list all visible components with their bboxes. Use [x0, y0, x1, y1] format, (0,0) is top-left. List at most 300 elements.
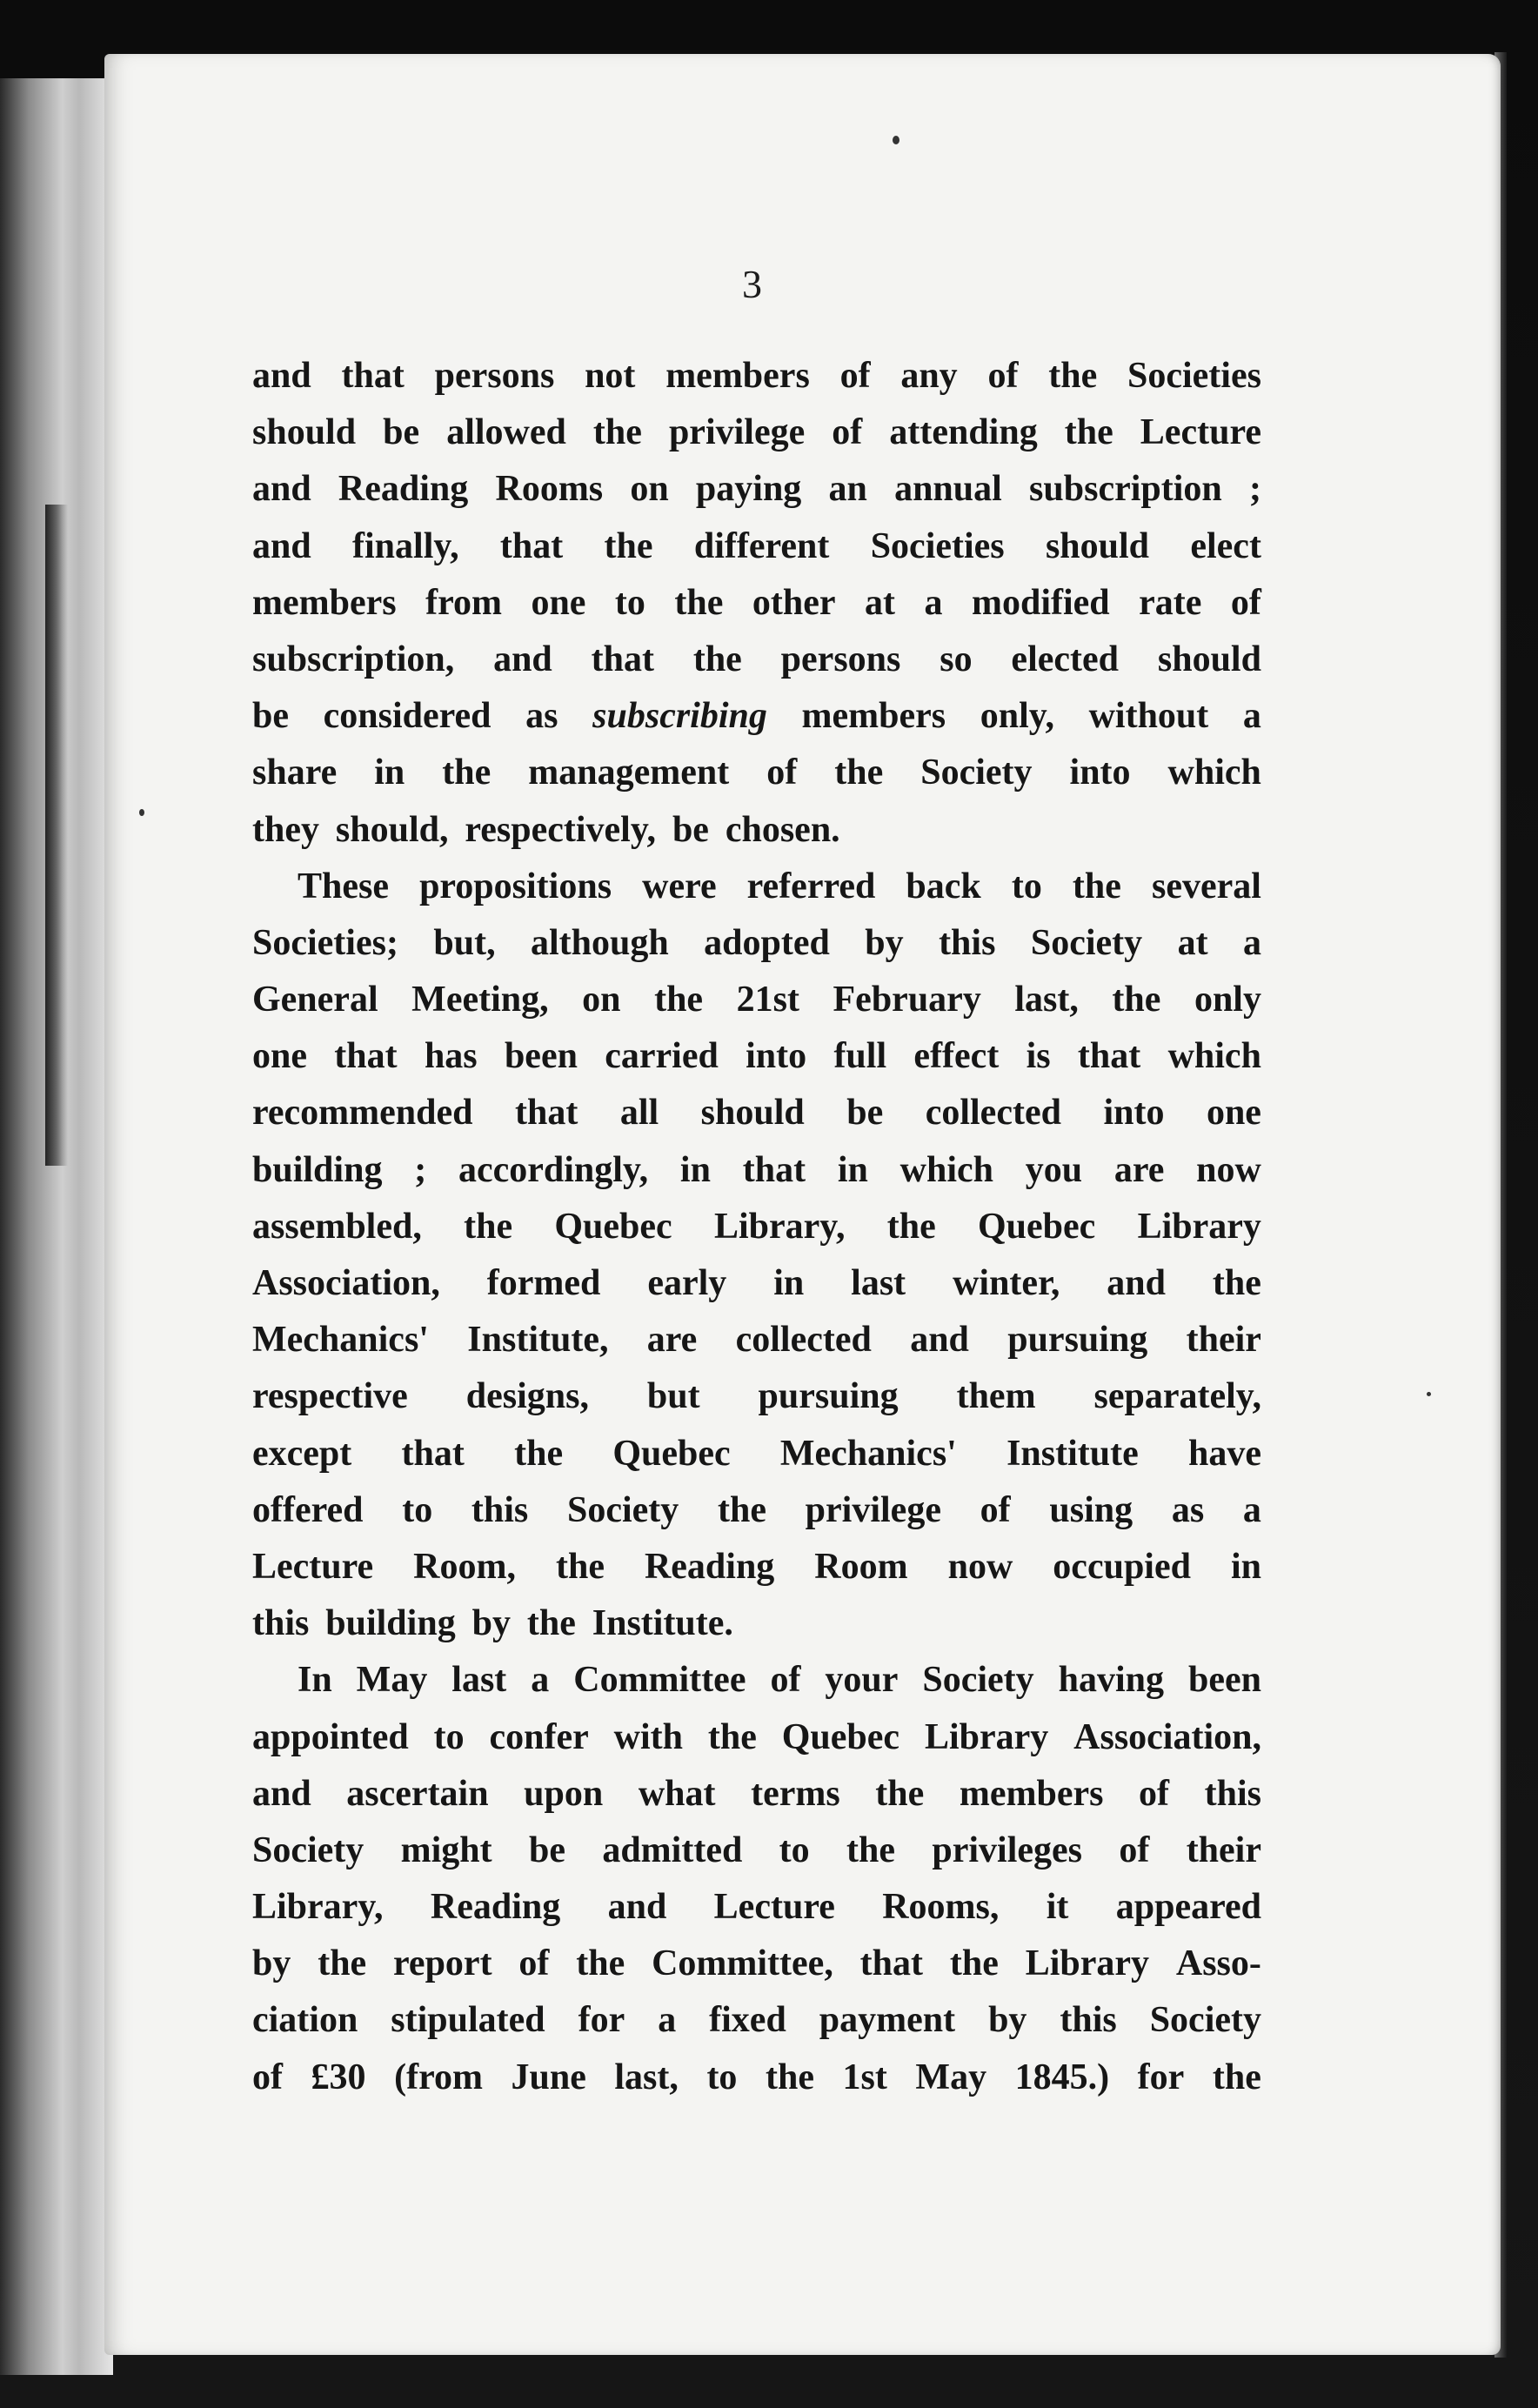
- word: Institute: [1006, 1433, 1139, 1474]
- word: but,: [433, 922, 496, 963]
- word: as: [525, 696, 558, 737]
- text-line: [252, 1312, 1261, 1368]
- word: of: [980, 1489, 1011, 1530]
- word: occupied: [1053, 1546, 1191, 1587]
- word: chosen.: [725, 809, 840, 850]
- word: the: [576, 1943, 625, 1984]
- text-line: [252, 1879, 1261, 1936]
- word: a: [1242, 1489, 1261, 1530]
- word: into: [1069, 752, 1131, 793]
- word: Lecture: [1140, 412, 1261, 453]
- text-line: [252, 1085, 1261, 1141]
- word: carried: [605, 1036, 719, 1077]
- word: early: [647, 1263, 727, 1303]
- word: to: [779, 1829, 810, 1870]
- text-line: [252, 972, 1261, 1028]
- word: of: [1119, 1829, 1150, 1870]
- word: this: [1204, 1773, 1261, 1814]
- word: members: [665, 356, 810, 396]
- word: by: [865, 922, 904, 963]
- word: by: [252, 1943, 291, 1984]
- word: admitted: [602, 1829, 743, 1870]
- word: but: [646, 1376, 700, 1417]
- word: has: [424, 1036, 478, 1077]
- word: as: [1171, 1489, 1205, 1530]
- word: referred: [746, 866, 876, 906]
- word: February: [833, 980, 981, 1020]
- word: the: [692, 639, 742, 679]
- word: collected: [925, 1093, 1061, 1134]
- word: and: [493, 639, 552, 679]
- word: by: [471, 1603, 511, 1644]
- word: although: [531, 922, 669, 963]
- word: a: [658, 2000, 677, 2041]
- word: Society: [922, 1660, 1034, 1701]
- word: appeared: [1115, 1887, 1261, 1928]
- word: confer: [489, 1716, 589, 1757]
- word: Society: [1030, 922, 1143, 963]
- word: one: [252, 1036, 307, 1077]
- text-line: [252, 348, 1261, 405]
- word: a: [924, 582, 943, 623]
- word: in: [374, 752, 405, 793]
- word: subscribing: [592, 696, 767, 737]
- word: now: [1196, 1149, 1261, 1190]
- word: finally,: [352, 525, 459, 566]
- word: pursuing: [758, 1376, 899, 1417]
- book-spine-edge: [0, 78, 113, 2375]
- word: what: [638, 1773, 716, 1814]
- word: from: [425, 582, 502, 623]
- word: this: [252, 1603, 310, 1644]
- text-line: [252, 1652, 1261, 1709]
- word: their: [1186, 1829, 1261, 1870]
- word: not: [585, 356, 636, 396]
- word: to: [402, 1489, 433, 1530]
- word: in: [679, 1149, 711, 1190]
- gutter-shadow: [45, 505, 68, 1166]
- word: ascertain: [346, 1773, 489, 1814]
- word: except: [252, 1433, 352, 1474]
- word: their: [1186, 1320, 1261, 1361]
- word: been: [1188, 1660, 1261, 1701]
- word: the: [1212, 1263, 1261, 1303]
- word: £30: [311, 2057, 366, 2097]
- word: to: [614, 582, 645, 623]
- word: to: [433, 1716, 465, 1757]
- word: other: [752, 582, 836, 623]
- word: Library,: [713, 1206, 846, 1247]
- word: without: [1088, 696, 1209, 737]
- word: persons: [780, 639, 901, 679]
- word: modified: [971, 582, 1110, 623]
- word: them: [956, 1376, 1036, 1417]
- word: elect: [1190, 525, 1261, 566]
- text-line: [252, 1199, 1261, 1255]
- word: last,: [614, 2057, 679, 2097]
- word: Quebec: [612, 1433, 731, 1474]
- word: ;: [414, 1149, 427, 1190]
- word: be: [846, 1093, 884, 1134]
- word: are: [646, 1320, 698, 1361]
- word: report: [393, 1943, 492, 1984]
- word: been: [504, 1036, 578, 1077]
- word: should: [1045, 525, 1150, 566]
- word: June: [511, 2057, 586, 2097]
- word: were: [642, 866, 717, 906]
- word: different: [693, 525, 830, 566]
- word: winter,: [953, 1263, 1060, 1303]
- word: a: [1242, 922, 1261, 963]
- word: Societies: [870, 525, 1005, 566]
- word: fixed: [709, 2000, 786, 2041]
- text-line: [252, 1368, 1261, 1425]
- word: and: [1107, 1263, 1166, 1303]
- word: that: [341, 356, 405, 396]
- word: members: [959, 1773, 1104, 1814]
- word: Reading: [430, 1887, 561, 1928]
- word: this: [939, 922, 996, 963]
- word: your: [825, 1660, 899, 1701]
- word: the: [1212, 2057, 1261, 2097]
- text-line: [252, 1028, 1261, 1085]
- text-line: [252, 461, 1261, 518]
- word: might: [400, 1829, 492, 1870]
- word: attending: [889, 412, 1038, 453]
- word: the: [846, 1829, 896, 1870]
- text-line: [252, 1992, 1261, 2049]
- word: Meeting,: [411, 980, 549, 1020]
- word: ciation: [252, 2000, 358, 2041]
- text-line: [252, 802, 1261, 859]
- word: on: [582, 980, 621, 1020]
- word: Quebec: [978, 1206, 1096, 1247]
- paper-speck: [139, 809, 144, 816]
- word: all: [619, 1093, 659, 1134]
- text-line: [252, 1142, 1261, 1199]
- word: Library: [1025, 1943, 1150, 1984]
- word: with: [613, 1716, 683, 1757]
- word: it: [1046, 1887, 1069, 1928]
- word: that: [334, 1036, 398, 1077]
- text-line: [252, 915, 1261, 972]
- word: any: [900, 356, 958, 396]
- word: they: [252, 809, 319, 850]
- word: payment: [819, 2000, 956, 2041]
- word: be: [672, 809, 709, 850]
- text-line: [252, 405, 1261, 461]
- word: Lecture: [713, 1887, 835, 1928]
- word: and: [252, 525, 311, 566]
- word: Society: [920, 752, 1033, 793]
- word: Room: [814, 1546, 908, 1587]
- text-line: [252, 1823, 1261, 1879]
- word: share: [252, 752, 338, 793]
- word: privilege: [805, 1489, 941, 1530]
- word: an: [828, 469, 867, 510]
- word: into: [1103, 1093, 1165, 1134]
- word: Societies: [1127, 356, 1261, 396]
- word: building: [252, 1149, 383, 1190]
- word: back: [906, 866, 981, 906]
- word: Institute,: [467, 1320, 609, 1361]
- text-line: [252, 1595, 1261, 1652]
- word: should: [1157, 639, 1261, 679]
- word: to: [706, 2057, 738, 2097]
- paper-speck: [1427, 1392, 1431, 1396]
- word: adopted: [704, 922, 830, 963]
- text-line: [252, 1255, 1261, 1312]
- word: members: [252, 582, 397, 623]
- word: and: [910, 1320, 969, 1361]
- text-line: [252, 1709, 1261, 1766]
- word: last: [851, 1263, 906, 1303]
- word: respectively,: [465, 809, 657, 850]
- word: should,: [335, 809, 449, 850]
- text-line: [252, 1766, 1261, 1823]
- word: the: [674, 582, 724, 623]
- word: subscription,: [252, 639, 455, 679]
- text-line: [252, 1482, 1261, 1539]
- word: 1st: [842, 2057, 887, 2097]
- word: which: [1167, 1036, 1261, 1077]
- word: Library,: [252, 1887, 384, 1928]
- word: of: [766, 752, 798, 793]
- word: paying: [695, 469, 802, 510]
- word: Library: [1137, 1206, 1261, 1247]
- word: so: [940, 639, 973, 679]
- word: Library: [924, 1716, 1049, 1757]
- word: be: [383, 412, 420, 453]
- word: of: [1139, 1773, 1170, 1814]
- word: Association,: [252, 1263, 440, 1303]
- word: should: [700, 1093, 805, 1134]
- word: should: [252, 412, 357, 453]
- body-text: [252, 348, 1261, 2106]
- word: Society: [566, 1489, 679, 1530]
- text-line: [252, 575, 1261, 632]
- word: to: [1011, 866, 1042, 906]
- word: allowed: [446, 412, 566, 453]
- word: the: [442, 752, 491, 793]
- word: the: [318, 1943, 367, 1984]
- page-number: 3: [742, 262, 763, 306]
- word: into: [746, 1036, 807, 1077]
- word: this: [471, 1489, 529, 1530]
- word: assembled,: [252, 1206, 422, 1247]
- word: having: [1058, 1660, 1165, 1701]
- word: privilege: [668, 412, 806, 453]
- paper-speck: [893, 136, 899, 144]
- word: 1845.): [1014, 2057, 1110, 2097]
- word: Lecture: [252, 1546, 374, 1587]
- word: recommended: [252, 1093, 473, 1134]
- word: for: [578, 2000, 625, 2041]
- word: of: [1230, 582, 1261, 623]
- word: Societies;: [252, 922, 398, 963]
- word: that: [859, 1943, 924, 1984]
- word: appointed: [252, 1716, 409, 1757]
- word: last: [451, 1660, 507, 1701]
- word: one: [1206, 1093, 1261, 1134]
- word: rate: [1139, 582, 1202, 623]
- text-line: [252, 1539, 1261, 1595]
- word: this: [1060, 2000, 1117, 2041]
- word: using: [1049, 1489, 1133, 1530]
- word: the: [717, 1489, 766, 1530]
- word: These: [298, 866, 389, 906]
- word: management: [528, 752, 730, 793]
- word: Association,: [1073, 1716, 1261, 1757]
- word: respective: [252, 1376, 408, 1417]
- word: you: [1025, 1149, 1083, 1190]
- word: be: [528, 1829, 565, 1870]
- word: the: [1072, 866, 1121, 906]
- word: of: [252, 2057, 283, 2097]
- word: of: [987, 356, 1019, 396]
- word: the: [1064, 412, 1113, 453]
- word: a: [1242, 696, 1261, 737]
- word: Room,: [413, 1546, 516, 1587]
- word: members: [801, 696, 946, 737]
- text-line: [252, 632, 1261, 688]
- word: 21st: [736, 980, 799, 1020]
- word: the: [949, 1943, 999, 1984]
- word: building: [325, 1603, 456, 1644]
- word: that: [1077, 1036, 1141, 1077]
- word: that: [514, 1093, 578, 1134]
- word: propositions: [419, 866, 612, 906]
- word: separately,: [1093, 1376, 1261, 1417]
- word: is: [1026, 1036, 1051, 1077]
- word: the: [707, 1716, 757, 1757]
- word: elected: [1011, 639, 1120, 679]
- word: upon: [524, 1773, 604, 1814]
- word: (from: [394, 2057, 483, 2097]
- word: Institute.: [592, 1603, 733, 1644]
- word: the: [1048, 356, 1098, 396]
- word: Mechanics': [779, 1433, 957, 1474]
- word: stipulated: [391, 2000, 545, 2041]
- word: the: [464, 1206, 513, 1247]
- word: Quebec: [781, 1716, 900, 1757]
- word: that: [401, 1433, 465, 1474]
- word: Committee,: [652, 1943, 833, 1984]
- word: Reading: [644, 1546, 775, 1587]
- word: the: [514, 1433, 564, 1474]
- word: at: [865, 582, 896, 623]
- word: the: [1112, 980, 1161, 1020]
- word: accordingly,: [458, 1149, 649, 1190]
- word: annual: [894, 469, 1002, 510]
- word: the: [604, 525, 653, 566]
- word: May: [356, 1660, 428, 1701]
- word: that: [742, 1149, 806, 1190]
- word: and: [252, 469, 311, 510]
- text-line: [252, 1426, 1261, 1482]
- word: are: [1113, 1149, 1165, 1190]
- word: General: [252, 980, 378, 1020]
- word: at: [1177, 922, 1208, 963]
- word: of: [770, 1660, 801, 1701]
- word: the: [834, 752, 884, 793]
- word: collected: [735, 1320, 872, 1361]
- word: pursuing: [1007, 1320, 1148, 1361]
- word: and: [252, 1773, 311, 1814]
- word: last,: [1014, 980, 1079, 1020]
- text-line: [252, 2050, 1261, 2106]
- word: Society: [1149, 2000, 1261, 2041]
- word: Asso-: [1175, 1943, 1261, 1984]
- word: offered: [252, 1489, 364, 1530]
- word: only,: [980, 696, 1054, 737]
- word: of: [832, 412, 863, 453]
- word: have: [1188, 1433, 1261, 1474]
- word: the: [886, 1206, 936, 1247]
- word: that: [499, 525, 564, 566]
- word: one: [531, 582, 586, 623]
- word: the: [765, 2057, 814, 2097]
- word: the: [555, 1546, 605, 1587]
- word: of: [839, 356, 871, 396]
- word: that: [591, 639, 654, 679]
- word: Quebec: [554, 1206, 672, 1247]
- word: in: [773, 1263, 805, 1303]
- word: designs,: [465, 1376, 589, 1417]
- word: which: [1167, 752, 1261, 793]
- word: a: [531, 1660, 550, 1701]
- word: for: [1137, 2057, 1185, 2097]
- word: be: [252, 696, 289, 737]
- word: Mechanics': [252, 1320, 429, 1361]
- word: only: [1194, 980, 1261, 1020]
- text-line: [252, 745, 1261, 801]
- word: Rooms,: [882, 1887, 1000, 1928]
- word: of: [518, 1943, 550, 1984]
- word: In: [298, 1660, 332, 1701]
- word: the: [592, 412, 642, 453]
- word: on: [630, 469, 669, 510]
- text-line: [252, 688, 1261, 745]
- word: Committee: [573, 1660, 746, 1701]
- text-line: [252, 859, 1261, 915]
- word: the: [654, 980, 704, 1020]
- word: terms: [751, 1773, 840, 1814]
- word: effect: [913, 1036, 1000, 1077]
- text-line: [252, 1936, 1261, 1992]
- text-line: [252, 518, 1261, 575]
- word: full: [833, 1036, 887, 1077]
- word: Society: [252, 1829, 364, 1870]
- word: May: [915, 2057, 987, 2097]
- word: the: [526, 1603, 576, 1644]
- word: now: [947, 1546, 1013, 1587]
- word: Reading: [338, 469, 469, 510]
- word: persons: [434, 356, 555, 396]
- word: and: [252, 356, 311, 396]
- word: in: [1230, 1546, 1261, 1587]
- word: the: [875, 1773, 925, 1814]
- word: Rooms: [495, 469, 604, 510]
- word: several: [1151, 866, 1261, 906]
- word: and: [607, 1887, 667, 1928]
- word: in: [837, 1149, 868, 1190]
- word: ;: [1248, 469, 1261, 510]
- word: which: [899, 1149, 993, 1190]
- word: privileges: [932, 1829, 1082, 1870]
- word: considered: [323, 696, 491, 737]
- word: subscription: [1029, 469, 1222, 510]
